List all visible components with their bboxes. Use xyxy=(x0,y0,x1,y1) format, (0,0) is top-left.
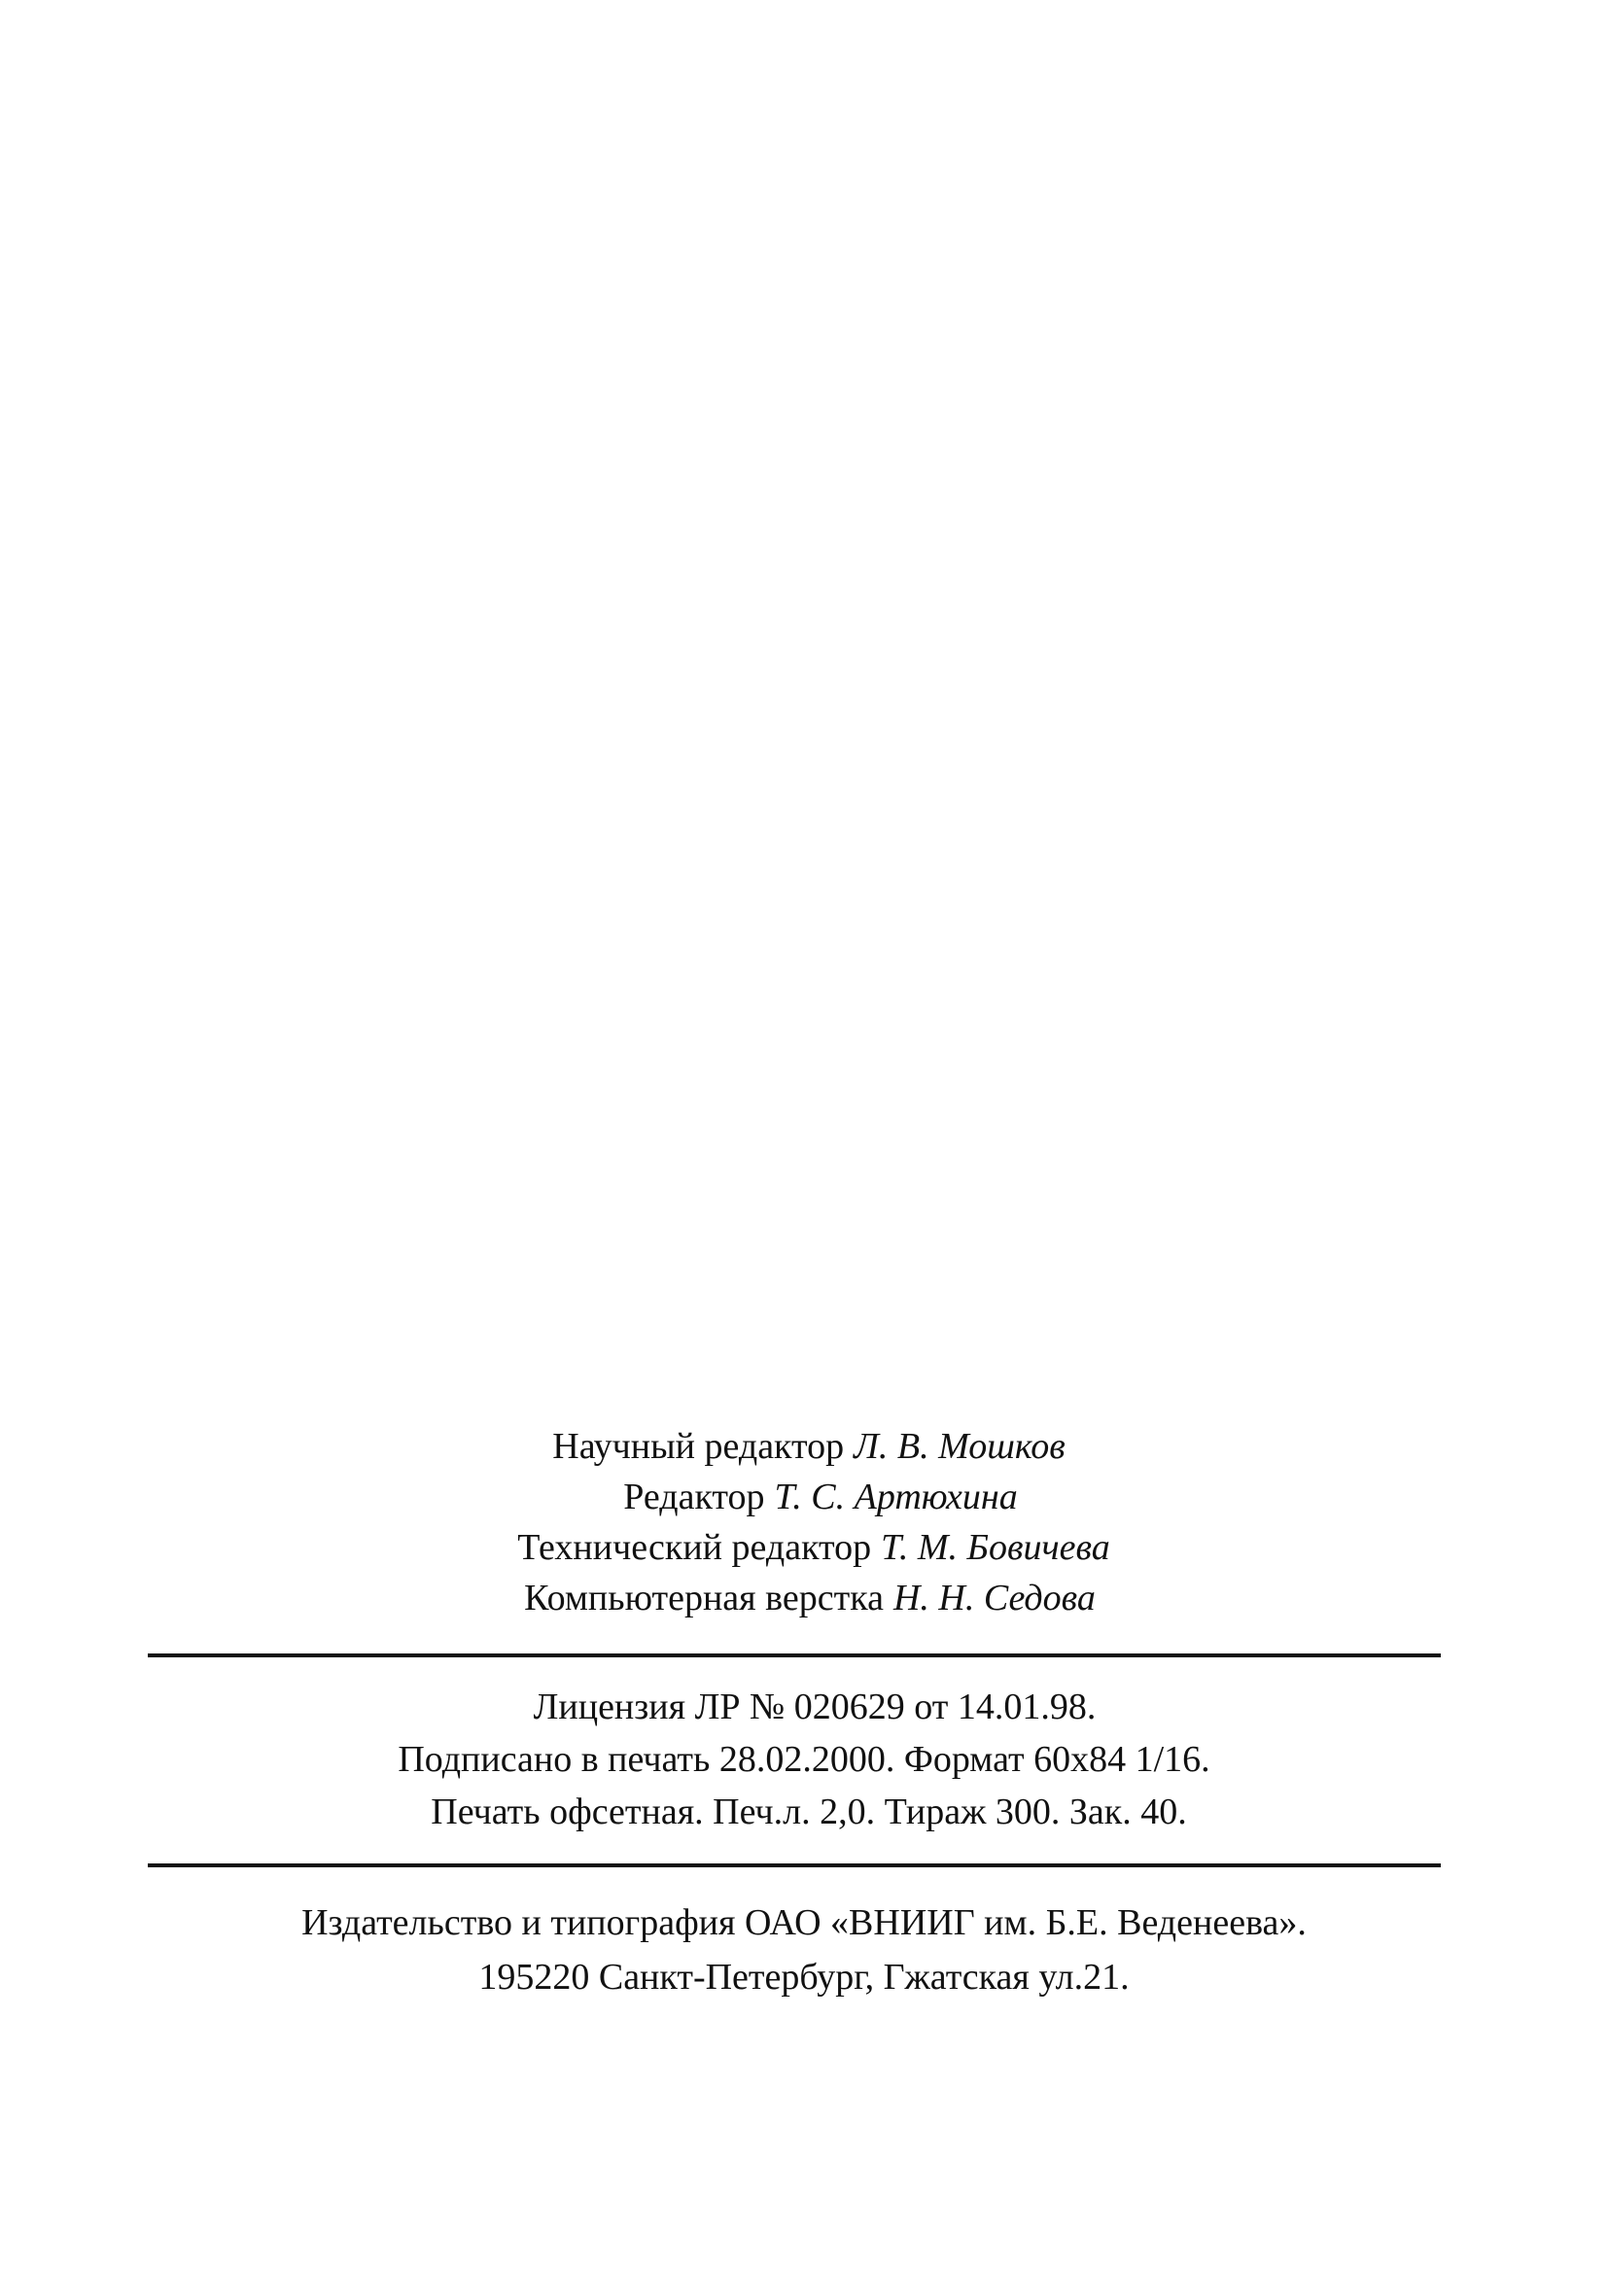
credit-role: Редактор xyxy=(623,1477,765,1517)
credit-person: Т. С. Артюхина xyxy=(774,1477,1018,1517)
publisher-block xyxy=(0,1896,1608,2004)
credit-technical-editor xyxy=(0,1522,1608,1573)
credit-person: Л. В. Мошков xyxy=(854,1426,1066,1467)
divider-rule xyxy=(148,1863,1441,1867)
credit-role: Компьютерная верстка xyxy=(524,1578,884,1618)
editorial-credits xyxy=(0,1421,1608,1623)
credit-person: Т. М. Бовичева xyxy=(881,1527,1110,1568)
credit-role: Научный редактор xyxy=(552,1426,845,1467)
print-details-line: Печать офсетная. Печ.л. 2,0. Тираж 300. Зак. 40. xyxy=(431,1792,1187,1832)
credit-layout xyxy=(0,1573,1608,1623)
license-line: Лицензия ЛР № 020629 от 14.01.98. xyxy=(533,1687,1097,1727)
credit-role: Технический редактор xyxy=(517,1527,872,1568)
credit-scientific-editor xyxy=(0,1421,1608,1472)
publisher-address: 195220 Санкт-Петербург, Гжатская ул.21. xyxy=(478,1957,1130,1998)
credit-editor xyxy=(0,1472,1608,1522)
divider-rule xyxy=(148,1653,1441,1657)
signed-line: Подписано в печать 28.02.2000. Формат 60x84 1/16. xyxy=(398,1739,1210,1780)
publisher-name: Издательство и типография ОАО «ВНИИГ им. Б.Е. Веденеева». xyxy=(301,1902,1307,1943)
print-information xyxy=(0,1681,1608,1838)
credit-person: Н. Н. Седова xyxy=(892,1578,1096,1618)
